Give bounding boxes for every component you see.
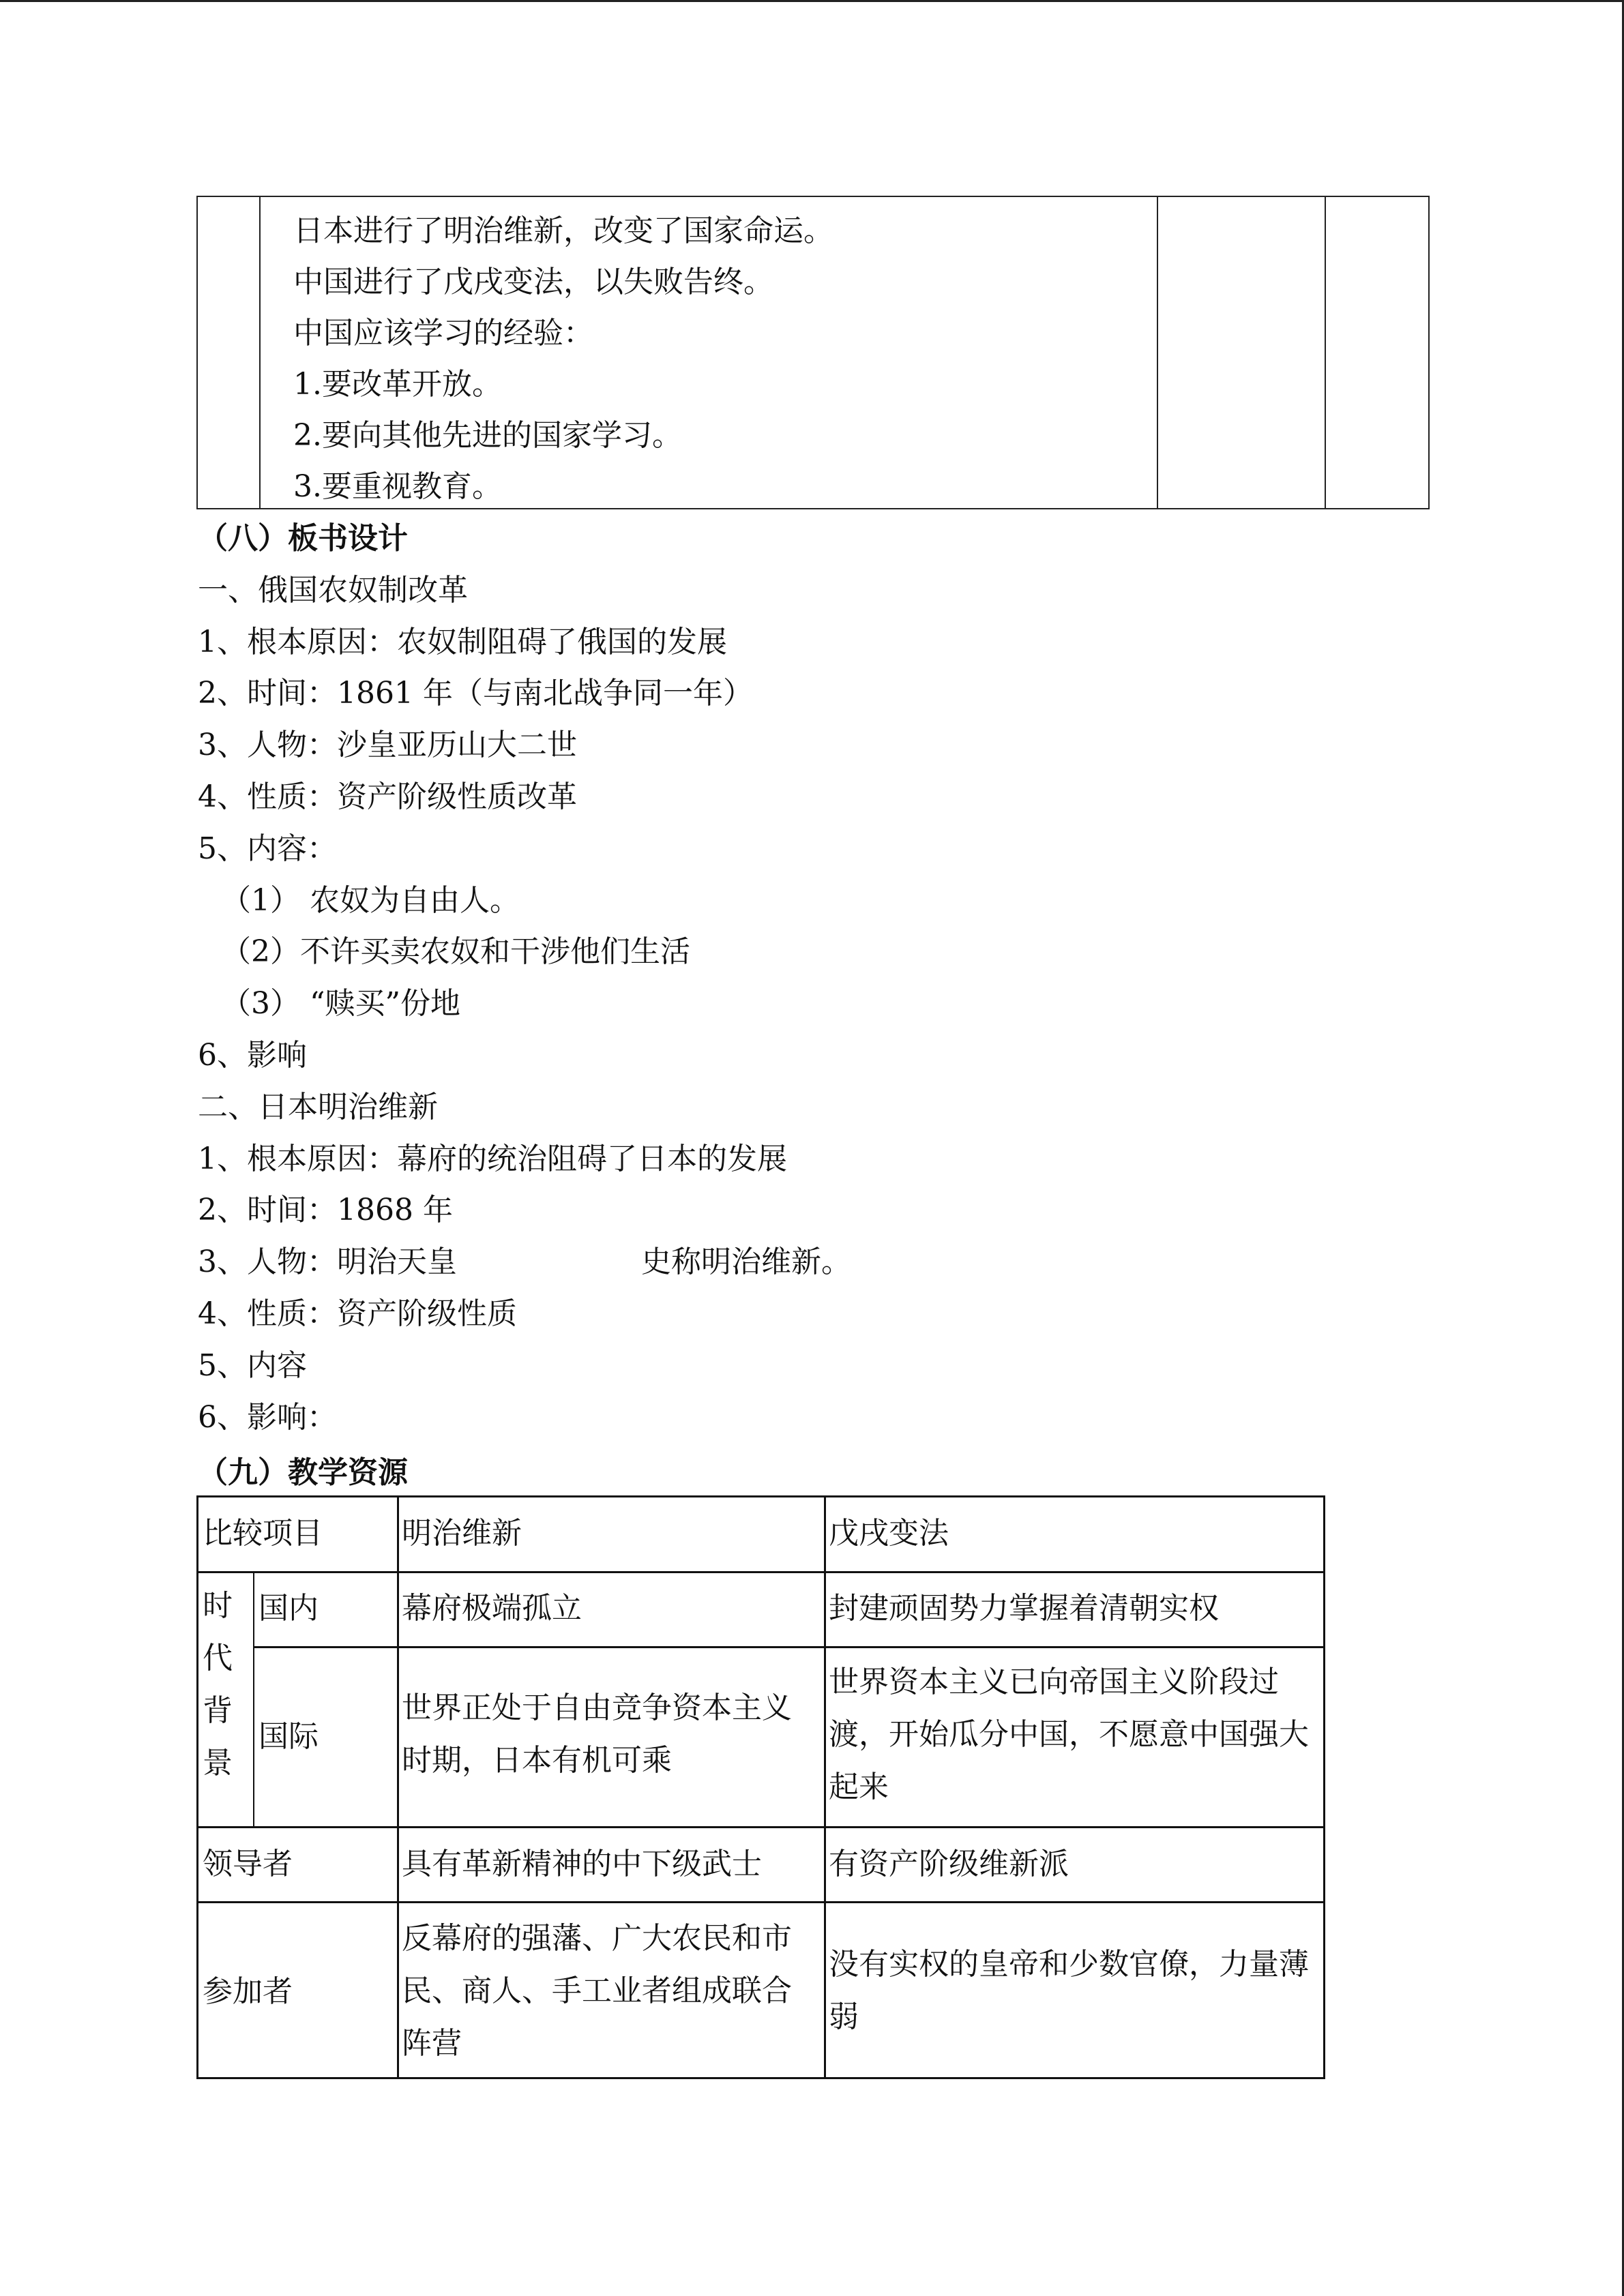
board-line: 2、时间：1868 年 <box>198 1193 453 1228</box>
table-divider <box>253 1572 254 1828</box>
board-subline: （2）不许买卖农奴和干涉他们生活 <box>221 934 690 970</box>
board-subline: （3） “赎买”份地 <box>221 986 460 1022</box>
table-cell: 封建顽固势力掌握着清朝实权 <box>829 1591 1219 1626</box>
section-heading: （九）教学资源 <box>198 1455 408 1490</box>
page-top-border <box>0 0 1624 2</box>
japan-title: 二、日本明治维新 <box>198 1089 438 1124</box>
table-cell: 幕府极端孤立 <box>402 1591 582 1626</box>
board-line <box>198 1236 851 1288</box>
board-line: 6、影响 <box>198 1037 307 1073</box>
table-cell: 没有实权的皇帝和少数官僚，力量薄弱 <box>829 1947 1309 2034</box>
table-header: 戊戌变法 <box>829 1516 949 1551</box>
board-line: 1、根本原因：幕府的统治阻碍了日本的发展 <box>198 1141 787 1176</box>
summary-line: 中国进行了戊戌变法，以失败告终。 <box>293 265 773 299</box>
board-subline: （1） 农奴为自由人。 <box>221 882 520 918</box>
row-label: 参加者 <box>203 1974 293 2009</box>
table-divider <box>198 1901 1324 1903</box>
summary-line: 2.要向其他先进的国家学习。 <box>293 418 682 453</box>
summary-line: 3.要重视教育。 <box>293 469 502 504</box>
table-cell: 有资产阶级维新派 <box>829 1847 1069 1881</box>
summary-line: 1.要改革开放。 <box>293 367 502 402</box>
board-line: 4、性质：资产阶级性质改革 <box>198 779 577 814</box>
russia-title: 一、俄国农奴制改革 <box>198 572 468 608</box>
table-cell: 反幕府的强藩、广大农民和市民、商人、手工业者组成联合阵营 <box>402 1921 792 2061</box>
table-divider <box>253 1646 1324 1648</box>
table-divider <box>259 197 261 508</box>
table-header: 比较项目 <box>203 1516 323 1551</box>
table-header: 明治维新 <box>402 1516 522 1551</box>
table-divider <box>1157 197 1158 508</box>
board-line: 5、内容 <box>198 1347 307 1383</box>
row-label: 领导者 <box>203 1847 293 1881</box>
board-line: 3、人物：沙皇亚历山大二世 <box>198 728 577 763</box>
row-label: 国内 <box>259 1591 319 1626</box>
board-line: 4、性质：资产阶级性质 <box>198 1296 517 1331</box>
row-group-label: 时代背景 <box>203 1588 233 1780</box>
board-line: 5、内容： <box>198 831 337 866</box>
section-heading: （八）板书设计 <box>198 521 408 556</box>
lesson-process-table <box>196 196 1430 509</box>
table-divider <box>1325 197 1326 508</box>
table-cell: 世界正处于自由竞争资本主义时期，日本有机可乘 <box>402 1690 792 1778</box>
row-label: 国际 <box>259 1719 319 1754</box>
board-line: 2、时间：1861 年（与南北战争同一年） <box>198 676 753 711</box>
board-line: 6、影响： <box>198 1399 337 1435</box>
comparison-table <box>196 1495 1325 2079</box>
board-line-text: 3、人物：明治天皇 <box>198 1244 457 1280</box>
board-design <box>198 513 851 1443</box>
board-note: 史称明治维新。 <box>641 1244 851 1280</box>
lesson-summary <box>293 205 833 512</box>
table-cell: 世界资本主义已向帝国主义阶段过渡，开始瓜分中国，不愿意中国强大起来 <box>829 1665 1309 1804</box>
table-divider <box>824 1497 826 2077</box>
table-divider <box>198 1826 1324 1828</box>
board-line: 1、根本原因：农奴制阻碍了俄国的发展 <box>198 624 727 659</box>
summary-line: 中国应该学习的经验： <box>293 316 593 351</box>
summary-line: 日本进行了明治维新，改变了国家命运。 <box>293 213 833 248</box>
table-divider <box>198 1571 1324 1573</box>
table-divider <box>397 1497 399 2077</box>
table-cell: 具有革新精神的中下级武士 <box>402 1847 762 1881</box>
